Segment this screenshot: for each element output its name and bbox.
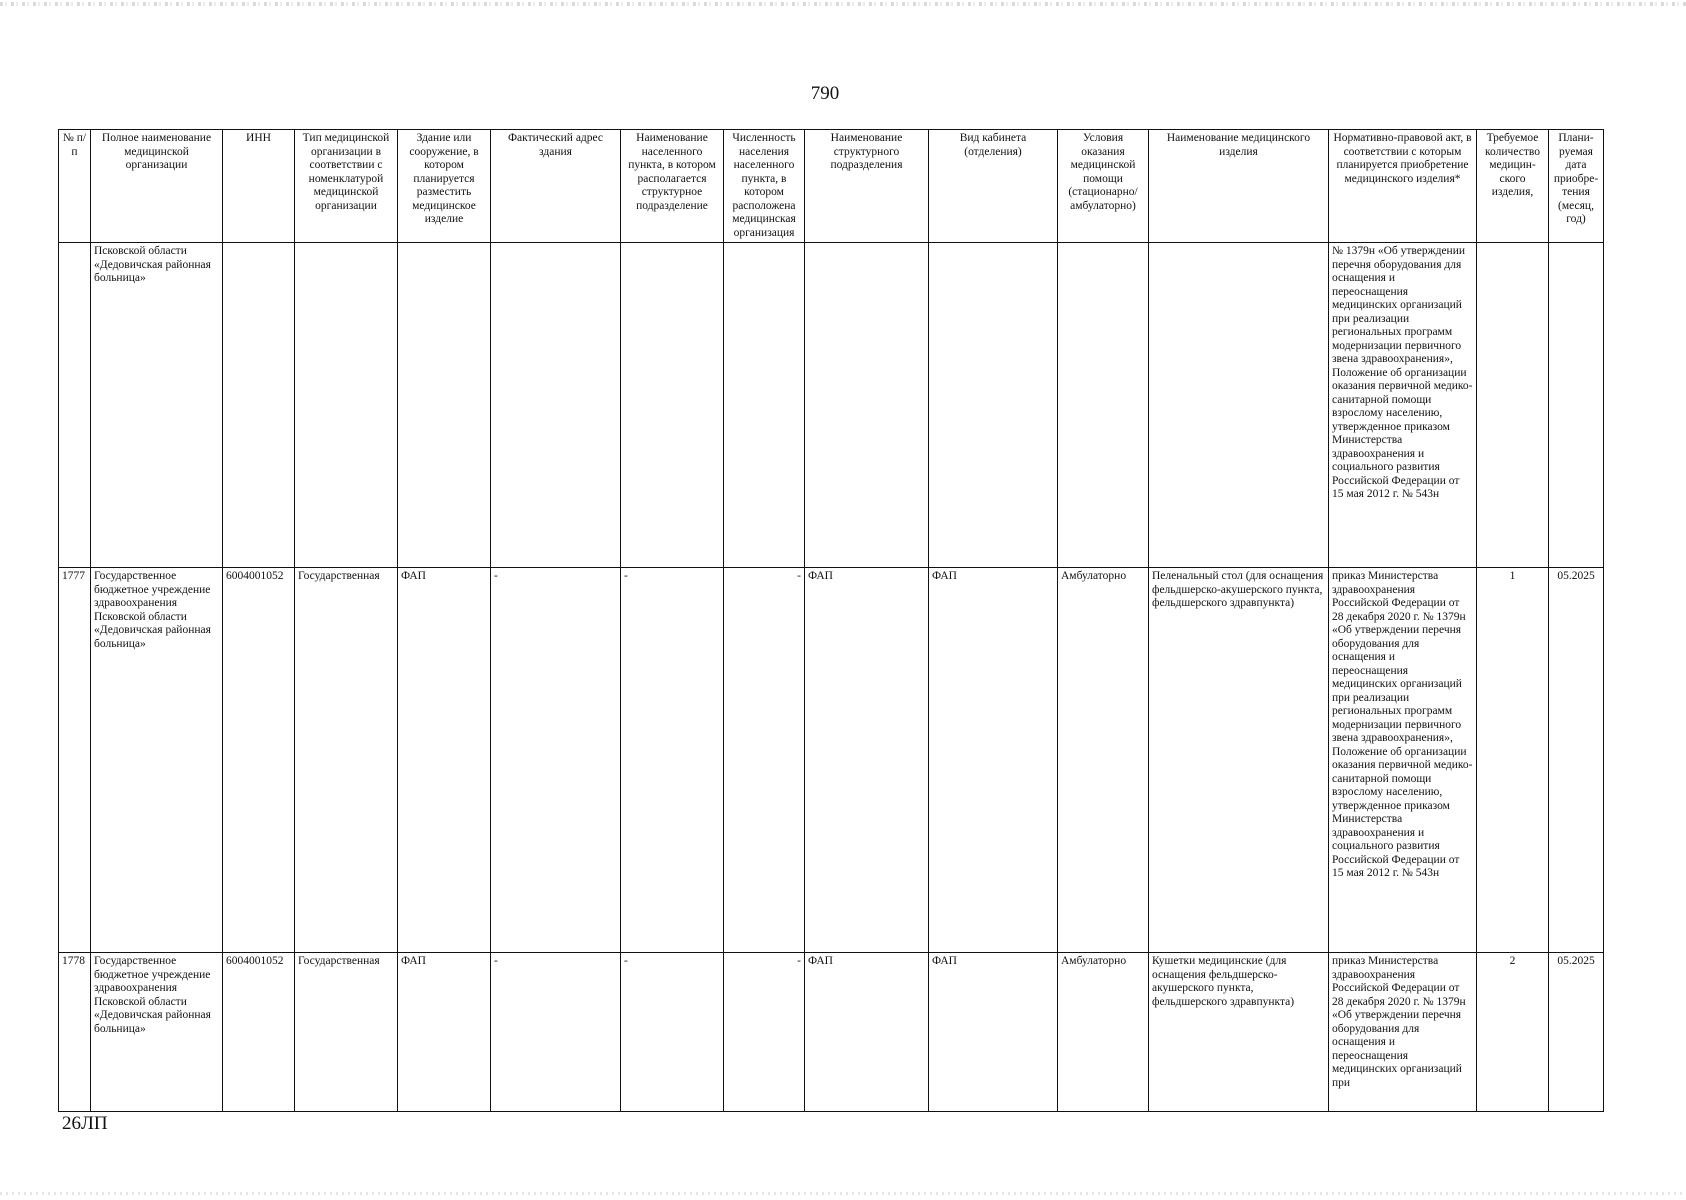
cell-inn	[223, 243, 295, 568]
cell-settlement	[621, 243, 724, 568]
cell-org: Псковской области «Дедовичская районная больница»	[91, 243, 223, 568]
cell-cabinet: ФАП	[929, 568, 1058, 953]
cell-num: 1777	[59, 568, 91, 953]
scan-noise-top	[0, 2, 1686, 6]
cell-cabinet	[929, 243, 1058, 568]
cell-type	[295, 243, 398, 568]
footer-code: 26ЛП	[62, 1113, 108, 1134]
col-header-type: Тип медицинской организации в соответствии с номенклатурой медицинской организации	[295, 130, 398, 243]
cell-conditions: Амбулаторно	[1058, 568, 1149, 953]
cell-conditions	[1058, 243, 1149, 568]
cell-act: приказ Министерства здравоохранения Российской Федерации от 28 декабря 2020 г. № 1379н «Об утверждении перечня оборудования для оснащения и переоснащения медицинских организаций при	[1329, 953, 1477, 1112]
cell-building	[398, 243, 491, 568]
cell-inn: 6004001052	[223, 953, 295, 1112]
cell-quantity: 2	[1477, 953, 1549, 1112]
cell-type: Государственная	[295, 953, 398, 1112]
cell-date: 05.2025	[1549, 953, 1604, 1112]
page-number: 790	[810, 83, 840, 104]
cell-settlement: -	[621, 568, 724, 953]
table-row	[59, 953, 1604, 1112]
col-header-num: № п/п	[59, 130, 91, 243]
cell-num: 1778	[59, 953, 91, 1112]
col-header-unit: Наименование структурного подразделения	[805, 130, 929, 243]
scan-noise-bottom	[0, 1192, 1686, 1195]
cell-unit	[805, 243, 929, 568]
cell-inn: 6004001052	[223, 568, 295, 953]
cell-device: Кушетки медицинские (для оснащения фельдшерско-акушерского пункта, фельдшерского здравпункта)	[1149, 953, 1329, 1112]
cell-unit: ФАП	[805, 953, 929, 1112]
cell-unit: ФАП	[805, 568, 929, 953]
cell-address	[491, 243, 621, 568]
col-header-org: Полное наименование медицинской организации	[91, 130, 223, 243]
cell-conditions: Амбулаторно	[1058, 953, 1149, 1112]
col-header-conditions: Условия оказания медицинской помощи (стационарно/ амбулаторно)	[1058, 130, 1149, 243]
col-header-date: Плани-руемая дата приобре-тения (месяц, год)	[1549, 130, 1604, 243]
cell-building: ФАП	[398, 953, 491, 1112]
col-header-inn: ИНН	[223, 130, 295, 243]
col-header-address: Фактический адрес здания	[491, 130, 621, 243]
cell-act: приказ Министерства здравоохранения Российской Федерации от 28 декабря 2020 г. № 1379н «Об утверждении перечня оборудования для оснащения и переоснащения медицинских организаций при реализации региональных программ модернизации первичного звена здравоохранения», Положение об организации оказания первичной медико-санитарной помощи взрослому населению, утвержденное приказом Министерства здравоохранения и социального развития Российской Федерации от 15 мая 2012 г. № 543н	[1329, 568, 1477, 953]
col-header-act: Нормативно-правовой акт, в соответствии с которым планируется приобретение медицинского изделия*	[1329, 130, 1477, 243]
cell-type: Государственная	[295, 568, 398, 953]
col-header-device: Наименование медицинского изделия	[1149, 130, 1329, 243]
cell-act: № 1379н «Об утверждении перечня оборудования для оснащения и переоснащения медицинских организаций при реализации региональных программ модернизации первичного звена здравоохранения», Положение об организации оказания первичной медико-санитарной помощи взрослому населению, утвержденное приказом Министерства здравоохранения и социального развития Российской Федерации от 15 мая 2012 г. № 543н	[1329, 243, 1477, 568]
cell-address: -	[491, 568, 621, 953]
cell-date: 05.2025	[1549, 568, 1604, 953]
registry-table	[58, 129, 1604, 1112]
header-row	[59, 130, 1604, 243]
cell-device	[1149, 243, 1329, 568]
cell-population	[724, 243, 805, 568]
col-header-quantity: Требуемое количество медицин-ского изделия,	[1477, 130, 1549, 243]
cell-num	[59, 243, 91, 568]
col-header-settlement: Наименование населенного пункта, в котором располагается структурное подразделение	[621, 130, 724, 243]
col-header-cabinet: Вид кабинета (отделения)	[929, 130, 1058, 243]
table-row-continuation	[59, 243, 1604, 568]
cell-population: -	[724, 568, 805, 953]
cell-cabinet: ФАП	[929, 953, 1058, 1112]
cell-date	[1549, 243, 1604, 568]
cell-address: -	[491, 953, 621, 1112]
cell-population: -	[724, 953, 805, 1112]
table-row	[59, 568, 1604, 953]
col-header-building: Здание или сооружение, в котором планируется разместить медицинское изделие	[398, 130, 491, 243]
cell-settlement: -	[621, 953, 724, 1112]
col-header-population: Численность населения населенного пункта, в котором расположена медицинская организация	[724, 130, 805, 243]
cell-device: Пеленальный стол (для оснащения фельдшерско-акушерского пункта, фельдшерского здравпункта)	[1149, 568, 1329, 953]
cell-quantity: 1	[1477, 568, 1549, 953]
cell-org: Государственное бюджетное учреждение здравоохранения Псковской области «Дедовичская районная больница»	[91, 953, 223, 1112]
cell-quantity	[1477, 243, 1549, 568]
cell-building: ФАП	[398, 568, 491, 953]
cell-org: Государственное бюджетное учреждение здравоохранения Псковской области «Дедовичская районная больница»	[91, 568, 223, 953]
